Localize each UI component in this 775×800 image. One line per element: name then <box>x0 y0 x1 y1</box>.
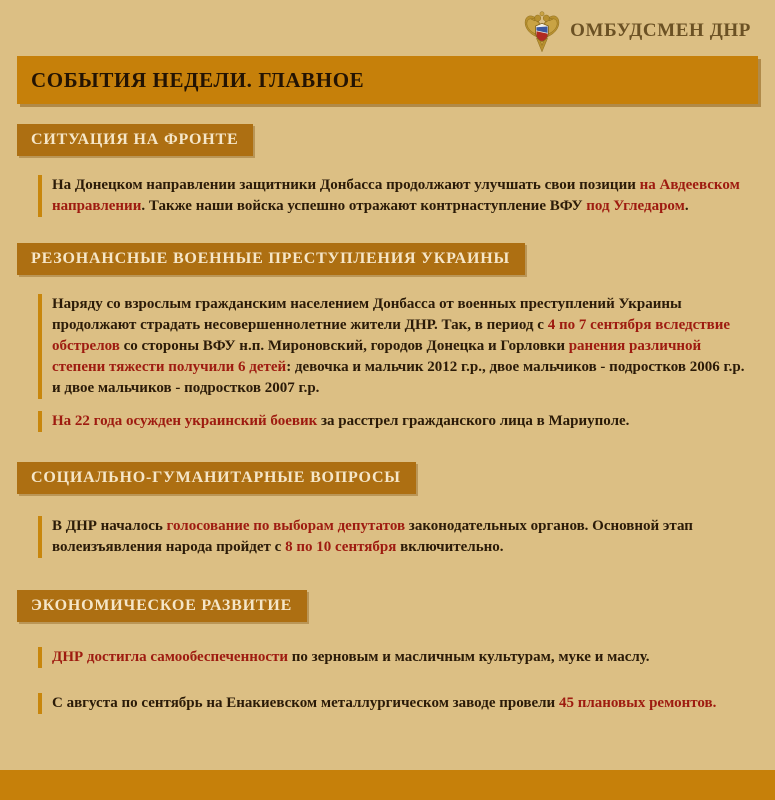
highlight-run: 8 по 10 сентября <box>285 539 397 555</box>
highlight-run: под Угледаром <box>586 198 685 214</box>
text-run: со стороны ВФУ н.п. Мироновский, городов Донецка и Горловки <box>119 338 569 354</box>
highlight-run: голосование по выборам депутатов <box>166 518 406 534</box>
text-run: . Также наши войска успешно отражают контрнаступление ВФУ <box>141 198 587 214</box>
brand-title: ОМБУДСМЕН ДНР <box>570 20 751 41</box>
section-economy <box>0 558 775 714</box>
main-title-banner <box>17 56 758 104</box>
text-run: включительно. <box>396 539 504 555</box>
paragraph-crimes-1 <box>38 294 749 399</box>
text-run: по зерновым и масличным культурам, муке и маслу. <box>288 649 650 665</box>
header <box>0 0 775 50</box>
highlight-run: 45 плановых ремонтов. <box>558 695 717 711</box>
section-war-crimes <box>0 217 775 432</box>
section-heading-social: СОЦИАЛЬНО-ГУМАНИТАРНЫЕ ВОПРОСЫ <box>17 462 416 494</box>
section-social <box>0 432 775 558</box>
paragraph-front-1 <box>38 175 749 217</box>
paragraph-economy-2 <box>38 693 749 714</box>
paragraph-crimes-2 <box>38 411 749 432</box>
text-run: : девочка и мальчик 2012 г.р., двое мальчиков - подростков 2006 г.р. и двое мальчиков - подростков 2007 г.р. <box>52 359 745 396</box>
text-run: На Донецком направлении защитники Донбасса продолжают улучшать свои позиции <box>52 177 640 193</box>
main-title: СОБЫТИЯ НЕДЕЛИ. ГЛАВНОЕ <box>31 67 365 92</box>
text-run: Наряду со взрослым гражданским населением Донбасса от военных преступлений Украины продолжают страдать несовершеннолетние жители ДНР. Так, в период с <box>52 296 682 333</box>
text-run: за расстрел гражданского лица в Мариуполе. <box>317 413 630 429</box>
text-run: С августа по сентябрь на Енакиевском металлургическом заводе провели <box>52 695 559 711</box>
paragraph-social-1 <box>38 516 749 558</box>
section-heading-economy: ЭКОНОМИЧЕСКОЕ РАЗВИТИЕ <box>17 590 307 622</box>
section-heading-front: СИТУАЦИЯ НА ФРОНТЕ <box>17 124 253 156</box>
text-run: законодательных органов. Основной этап волеизъявления народа пройдет с <box>52 518 693 555</box>
highlight-run: ДНР достигла самообеспеченности <box>52 649 289 665</box>
footer-strip <box>0 770 775 800</box>
text-run: В ДНР началось <box>52 518 167 534</box>
highlight-run: На 22 года осужден украинский боевик <box>52 413 318 429</box>
dnr-emblem-icon <box>523 10 561 54</box>
highlight-run: ранения различной степени тяжести получили 6 детей <box>52 338 702 375</box>
section-heading-crimes: РЕЗОНАНСНЫЕ ВОЕННЫЕ ПРЕСТУПЛЕНИЯ УКРАИНЫ <box>17 243 525 275</box>
text-run: . <box>684 198 689 214</box>
paragraph-economy-1 <box>38 647 749 668</box>
section-front-situation <box>0 104 775 217</box>
highlight-run: 4 по 7 сентября вследствие обстрелов <box>52 317 731 354</box>
highlight-run: на Авдеевском направлении <box>52 177 740 214</box>
